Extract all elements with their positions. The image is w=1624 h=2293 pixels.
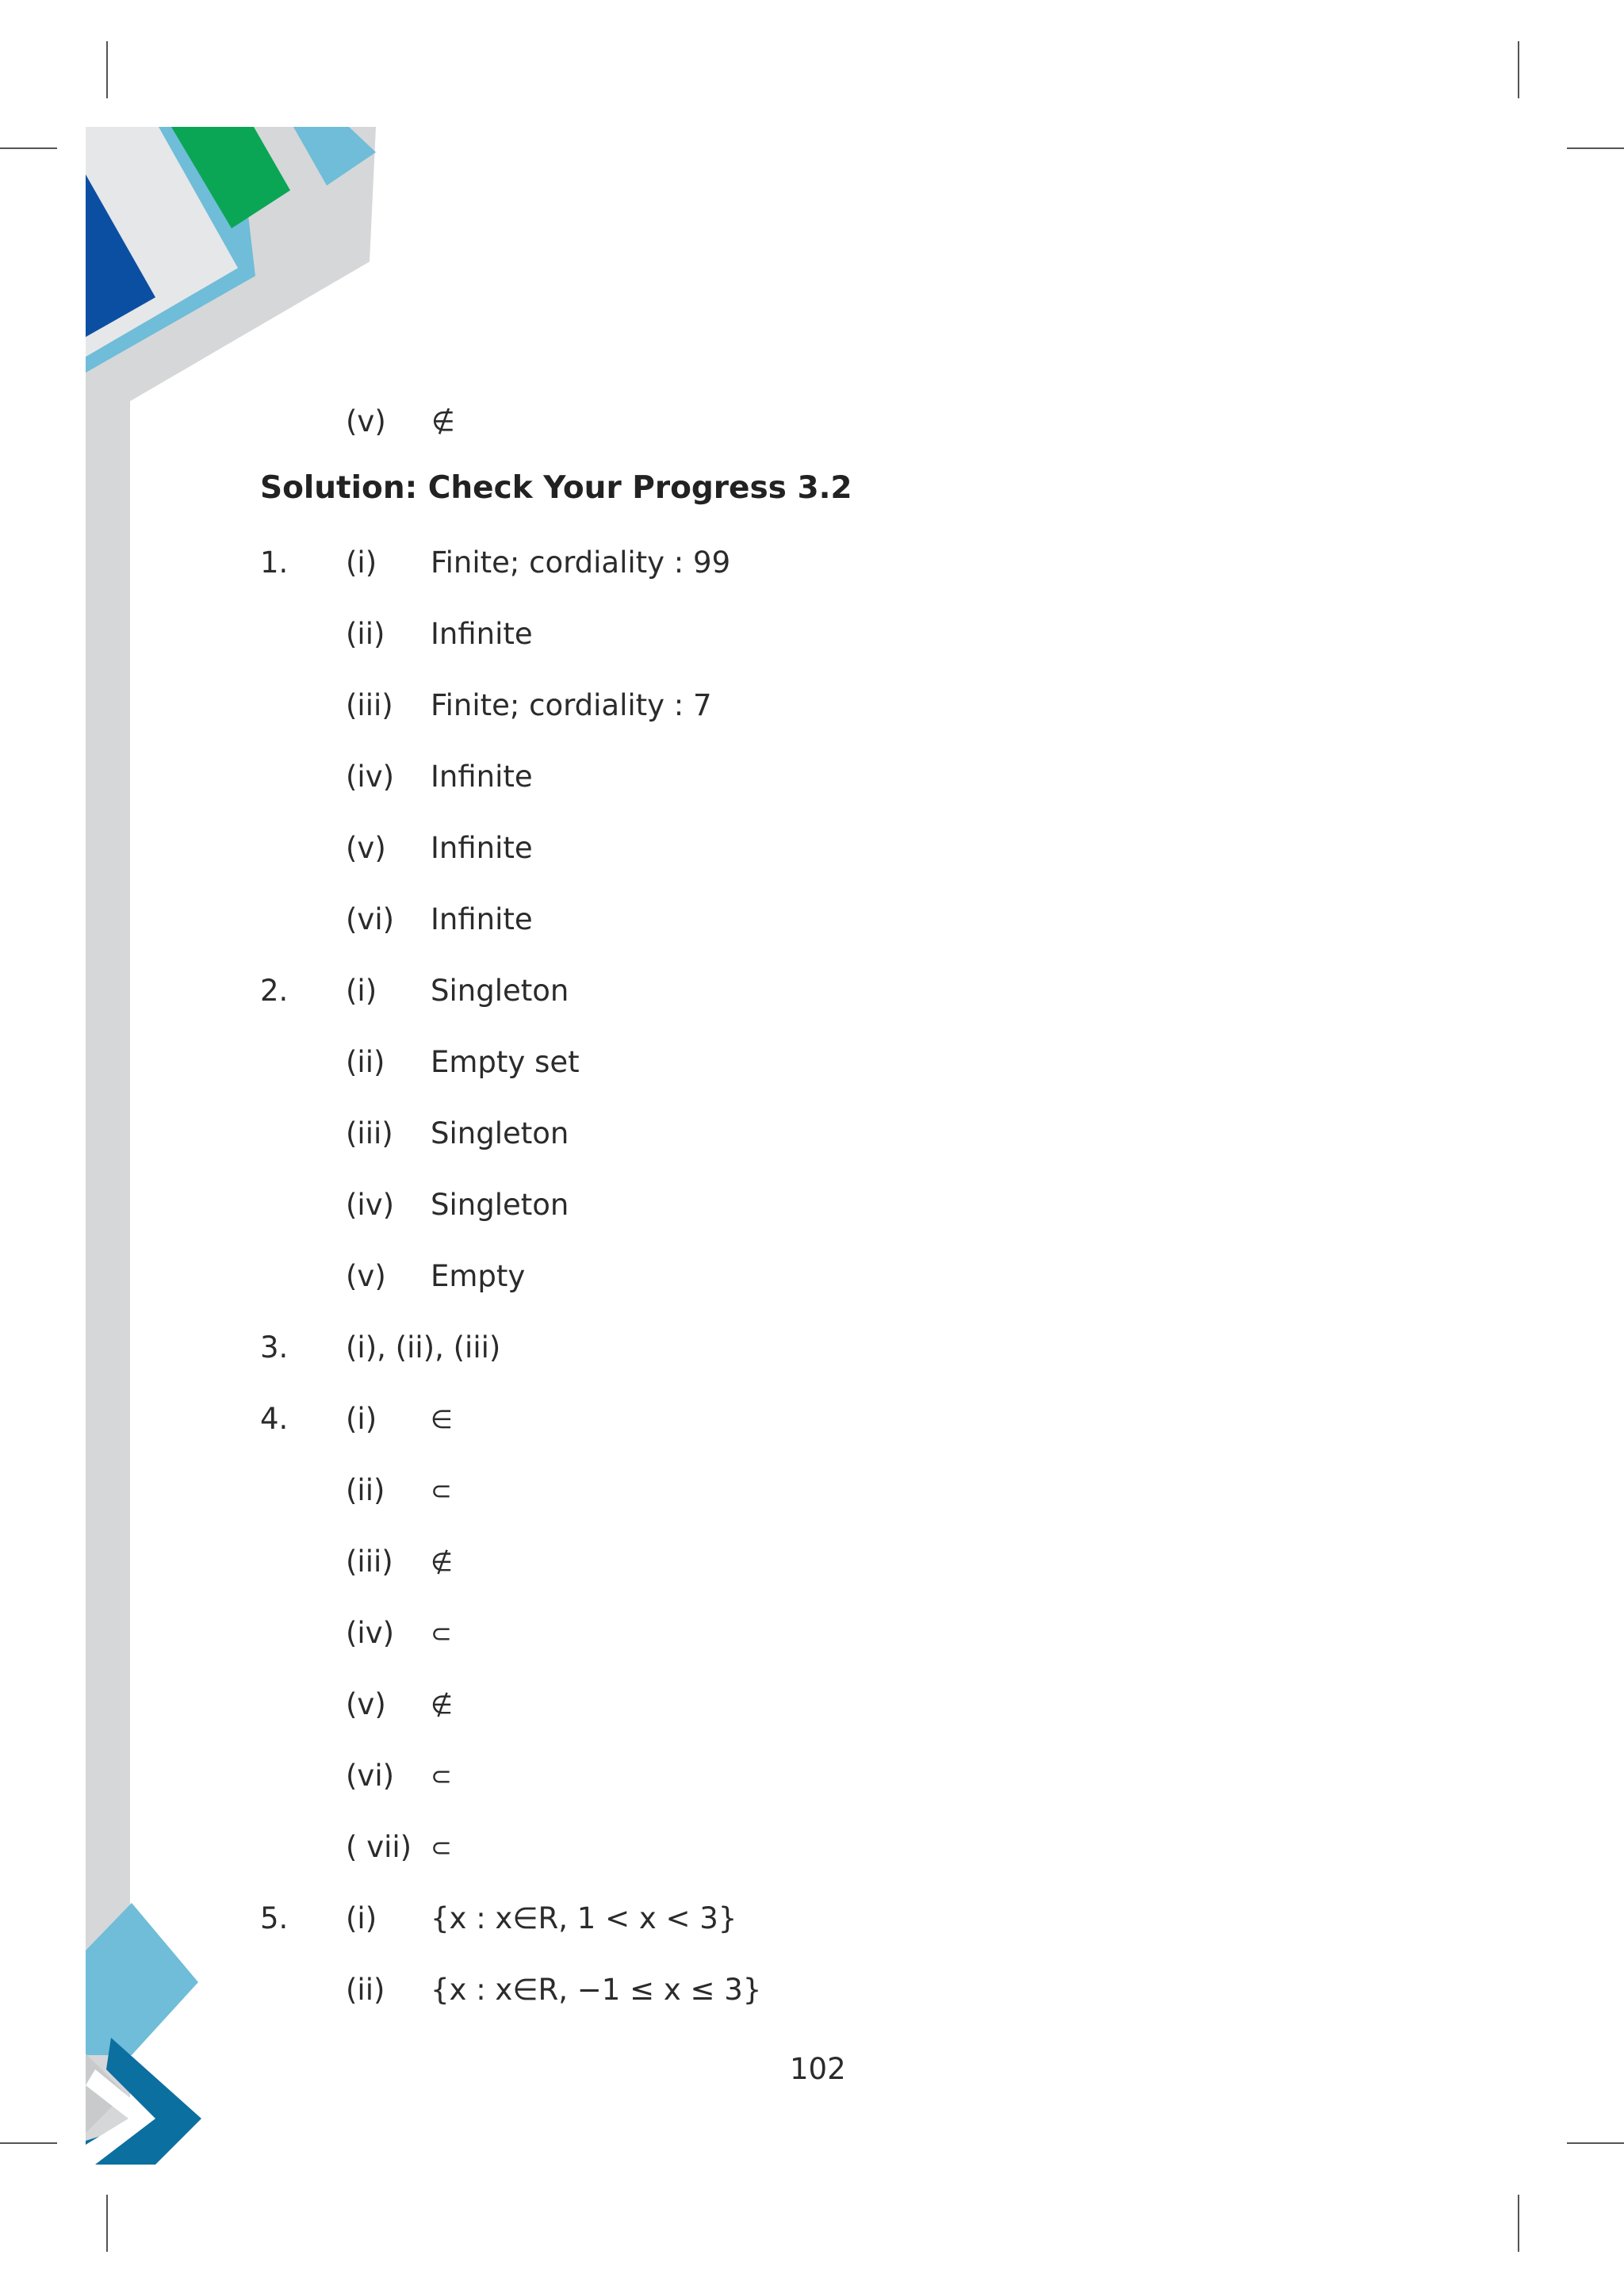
- sub-part-label: (ii): [346, 1473, 385, 1507]
- answer-text: ⊂: [431, 1761, 452, 1791]
- sub-part-label: (ii): [346, 617, 385, 651]
- sub-part-label: (i): [346, 974, 377, 1008]
- question-number: 3.: [260, 1330, 289, 1365]
- answer-text: Infinite: [431, 902, 533, 936]
- sub-part-label: (ii): [346, 1045, 385, 1079]
- answer-text: {x : x∈R, 1 < x < 3}: [431, 1901, 737, 1935]
- sub-part-label: (ii): [346, 1973, 385, 2007]
- sub-part-label: (v): [346, 1687, 386, 1721]
- sub-part-label: (iii): [346, 1116, 393, 1150]
- question-number: 4.: [260, 1402, 289, 1436]
- answer-text: Singleton: [431, 974, 569, 1008]
- page-number: 102: [790, 2052, 846, 2086]
- question-number: 2.: [260, 974, 289, 1008]
- question-number: 5.: [260, 1901, 289, 1935]
- answer-text: Infinite: [431, 760, 533, 794]
- sub-part-label: (iv): [346, 1188, 395, 1222]
- answer-text: ⊂: [431, 1832, 452, 1862]
- sub-part-label: (i), (ii), (iii): [346, 1330, 501, 1365]
- answer-text: ⊂: [431, 1618, 452, 1648]
- sub-part-label: (i): [346, 1402, 377, 1436]
- answer-text: Singleton: [431, 1188, 569, 1222]
- answer-text: ∉: [431, 1547, 453, 1577]
- section-heading: Solution: Check Your Progress 3.2: [260, 470, 852, 506]
- crop-mark: [1518, 41, 1519, 98]
- sub-part-label: (iii): [346, 688, 393, 722]
- sub-part-label: (i): [346, 1901, 377, 1935]
- answer-text: Infinite: [431, 831, 533, 865]
- sub-part-label: (vi): [346, 1759, 395, 1793]
- answer-text: ∉: [431, 1690, 453, 1720]
- answer-text: Infinite: [431, 617, 533, 651]
- prev-answer-value: ∉: [431, 406, 455, 438]
- answer-text: Singleton: [431, 1116, 569, 1150]
- question-number: 1.: [260, 545, 289, 580]
- answer-text: {x : x∈R, −1 ≤ x ≤ 3}: [431, 1973, 762, 2007]
- answer-text: Empty: [431, 1259, 526, 1293]
- sub-part-label: (v): [346, 831, 386, 865]
- answer-text: Empty set: [431, 1045, 580, 1079]
- sub-part-label: (v): [346, 1259, 386, 1293]
- sub-part-label: (i): [346, 545, 377, 580]
- sub-part-label: ( vii): [346, 1830, 412, 1864]
- answer-text: Finite; cordiality : 7: [431, 688, 712, 722]
- sub-part-label: (iv): [346, 760, 395, 794]
- answer-text: ⊂: [431, 1476, 452, 1506]
- answer-text: ∈: [431, 1404, 453, 1434]
- sub-part-label: (vi): [346, 902, 395, 936]
- answer-text: Finite; cordiality : 99: [431, 545, 731, 580]
- crop-mark: [1567, 147, 1624, 149]
- sub-part-label: (iii): [346, 1545, 393, 1579]
- crop-mark: [1518, 2195, 1519, 2252]
- crop-mark: [1567, 2142, 1624, 2144]
- decorative-corner-bottom: [0, 0, 238, 2293]
- sub-part-label: (iv): [346, 1616, 395, 1650]
- prev-answer-marker: (v): [346, 404, 386, 438]
